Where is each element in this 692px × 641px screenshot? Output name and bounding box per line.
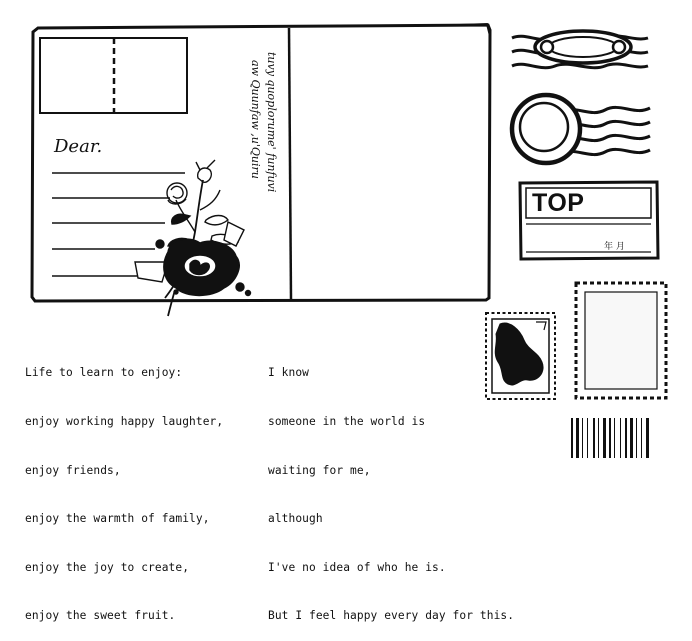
date-characters: 年 月 [604,242,625,252]
barcode-bar [641,418,642,458]
flower-illustration [135,160,251,316]
poem-right-line: although [268,512,323,526]
top-label-title: TOP [532,189,585,217]
barcode-bar [582,418,583,458]
barcode-bar [625,418,627,458]
barcode-bar [646,418,649,458]
stamp-placeholder-box [40,38,187,113]
barcode-bar [614,418,615,458]
barcode-bar [576,418,579,458]
barcode-bar [587,418,588,458]
poem-right-line: But I feel happy every day for this. [268,609,515,623]
poem-left-line: enjoy working happy laughter, [25,415,224,428]
barcode-bar [620,418,621,458]
poem-left-line: enjoy the sweet fruit. [25,609,176,623]
blank-stamp-icon [576,283,666,398]
barcode-bar [609,418,611,458]
salutation-text: Dear. [54,136,103,157]
poem-left-line: enjoy friends, [25,463,121,477]
postmark-oval-icon [512,31,648,68]
barcode-bar [571,418,573,458]
vertical-script-line-1: tuvy quoplorume' funfuvi [265,52,278,193]
poem-left-line: enjoy the joy to create, [25,560,190,574]
poem-right-line: waiting for me, [268,463,371,477]
poem-left [25,333,223,641]
vertical-script-line-2: aw Quunfaw ,u'Quiru [249,60,262,179]
poem-left-line: Life to learn to enjoy: [25,366,183,380]
barcode-bar [630,418,633,458]
barcode-bar [603,418,606,458]
barcode-bar [636,418,637,458]
poem-left-line: enjoy the warmth of family, [25,512,210,526]
barcode-bar [593,418,595,458]
barcode-icon [571,418,649,458]
message-panel [294,31,485,297]
barcode-bar [598,418,599,458]
poem-right-line: I know [268,366,310,380]
poem-right-line: someone in the world is [268,415,426,428]
postmark-circle-icon [512,95,650,163]
poem-right [268,333,514,641]
poem-right-line: I've no idea of who he is. [268,560,446,574]
